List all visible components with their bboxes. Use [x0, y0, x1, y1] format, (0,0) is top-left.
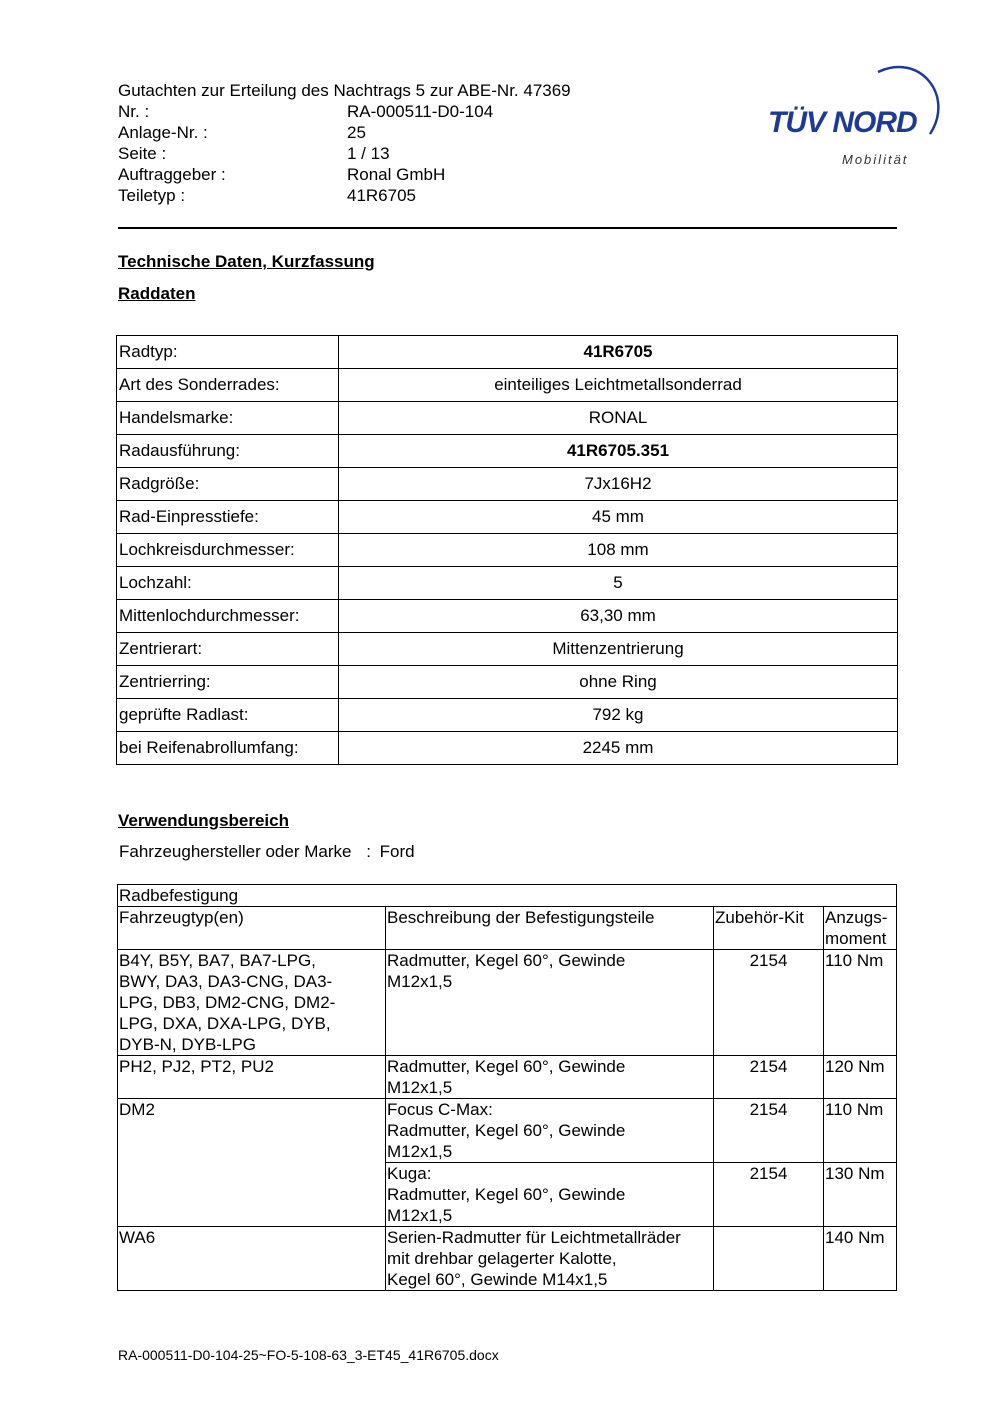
desc-line: M12x1,5 [387, 1206, 453, 1225]
header-row-seite [118, 143, 738, 164]
row-label: Radtyp: [117, 336, 339, 369]
manufacturer-value: Ford [379, 842, 415, 861]
table-row [117, 600, 898, 633]
desc-line: M12x1,5 [387, 1078, 453, 1097]
types-line: PH2, PJ2, PT2, PU2 [119, 1057, 274, 1076]
header-label: Seite : [118, 144, 167, 163]
row-label: Radausführung: [117, 435, 339, 468]
row-value: 41R6705 [339, 336, 898, 369]
logo-wordmark: TÜV NORD [768, 106, 917, 139]
header-row-auftraggeber [118, 164, 738, 185]
row-label: Handelsmarke: [117, 402, 339, 435]
table-row [118, 1227, 897, 1291]
table-row [118, 950, 897, 1056]
row-value: Mittenzentrierung [339, 633, 898, 666]
table-row [117, 402, 898, 435]
types-line: WA6 [119, 1228, 156, 1247]
tuv-nord-logo [760, 56, 950, 171]
description-cell [386, 1163, 714, 1227]
torque-cell: 110 Nm [824, 1099, 897, 1163]
types-line: LPG, DXA, DXA-LPG, DYB, [119, 1014, 331, 1033]
row-label: Zentrierring: [117, 666, 339, 699]
header-label: Anlage-Nr. : [118, 123, 208, 142]
radbefestigung-table [117, 884, 897, 1291]
row-label: Zentrierart: [117, 633, 339, 666]
kit-cell: 2154 [714, 950, 824, 1056]
desc-line: M12x1,5 [387, 1142, 453, 1161]
row-value: 792 kg [339, 699, 898, 732]
row-value: 5 [339, 567, 898, 600]
table-row [117, 534, 898, 567]
description-cell [386, 1227, 714, 1291]
table-row [118, 885, 897, 907]
row-value: einteiliges Leichtmetallsonderrad [339, 369, 898, 402]
kit-cell: 2154 [714, 1163, 824, 1227]
vehicle-types-cell [118, 1227, 386, 1291]
table-row [117, 567, 898, 600]
row-value: 108 mm [339, 534, 898, 567]
row-label: Lochzahl: [117, 567, 339, 600]
table-row [118, 1056, 897, 1099]
row-label: Lochkreisdurchmesser: [117, 534, 339, 567]
types-line: B4Y, B5Y, BA7, BA7-LPG, [119, 951, 316, 970]
vehicle-types-cell [118, 1099, 386, 1227]
vehicle-types-cell [118, 950, 386, 1056]
header-row-anlage [118, 122, 738, 143]
desc-line: Focus C-Max: [387, 1100, 493, 1119]
description-cell [386, 1099, 714, 1163]
table-row [117, 666, 898, 699]
row-value: ohne Ring [339, 666, 898, 699]
vehicle-types-cell [118, 1056, 386, 1099]
header-torque [824, 907, 897, 950]
section-title-technical: Technische Daten, Kurzfassung [118, 252, 375, 271]
desc-line: Kuga: [387, 1164, 432, 1183]
table-row [117, 501, 898, 534]
header-value: Ronal GmbH [347, 165, 446, 184]
header-label: Auftraggeber : [118, 165, 226, 184]
header-types: Fahrzeugtyp(en) [118, 907, 386, 950]
header-torque-line: moment [825, 929, 887, 948]
table-row [117, 468, 898, 501]
row-value: 41R6705.351 [339, 435, 898, 468]
row-label: Art des Sonderrades: [117, 369, 339, 402]
row-label: Radgröße: [117, 468, 339, 501]
desc-line: Kegel 60°, Gewinde M14x1,5 [387, 1270, 608, 1289]
section-title-usage: Verwendungsbereich [118, 811, 289, 830]
kit-cell: 2154 [714, 1056, 824, 1099]
desc-line: mit drehbar gelagerter Kalotte, [387, 1249, 617, 1268]
header-torque-line: Anzugs- [825, 908, 888, 927]
row-value: 7Jx16H2 [339, 468, 898, 501]
header-value: 25 [347, 123, 366, 142]
table-row [117, 369, 898, 402]
desc-line: Serien-Radmutter für Leichtmetallräder [387, 1228, 681, 1247]
table-row [117, 435, 898, 468]
header-value: 1 / 13 [347, 144, 390, 163]
desc-line: Radmutter, Kegel 60°, Gewinde [387, 1057, 626, 1076]
table-row [117, 633, 898, 666]
row-value: 2245 mm [339, 732, 898, 765]
row-value: 45 mm [339, 501, 898, 534]
kit-cell [714, 1227, 824, 1291]
types-line: DM2 [119, 1100, 155, 1119]
torque-cell: 120 Nm [824, 1056, 897, 1099]
row-value: RONAL [339, 402, 898, 435]
header-label: Nr. : [118, 102, 150, 121]
header-row-nr [118, 101, 738, 122]
row-label: geprüfte Radlast: [117, 699, 339, 732]
description-cell [386, 1056, 714, 1099]
logo-subtitle: Mobilität [842, 152, 909, 167]
types-line: BWY, DA3, DA3-CNG, DA3- [119, 972, 333, 991]
row-value: 63,30 mm [339, 600, 898, 633]
header-value: 41R6705 [347, 186, 417, 205]
torque-cell: 110 Nm [824, 950, 897, 1056]
row-label: Rad-Einpresstiefe: [117, 501, 339, 534]
table-row [117, 732, 898, 765]
desc-line: Radmutter, Kegel 60°, Gewinde [387, 1185, 626, 1204]
table-row [118, 1099, 897, 1163]
table-header-row [118, 907, 897, 950]
torque-cell: 140 Nm [824, 1227, 897, 1291]
torque-cell: 130 Nm [824, 1163, 897, 1227]
header-desc: Beschreibung der Befestigungsteile [386, 907, 714, 950]
header-row-teiletyp [118, 185, 738, 206]
types-line: LPG, DB3, DM2-CNG, DM2- [119, 993, 336, 1012]
table-title: Radbefestigung [118, 885, 897, 907]
desc-line: Radmutter, Kegel 60°, Gewinde [387, 951, 626, 970]
row-label: bei Reifenabrollumfang: [117, 732, 339, 765]
footer-filename: RA-000511-D0-104-25~FO-5-108-63_3-ET45_41R6705.docx [118, 1347, 499, 1363]
document-header [118, 80, 738, 206]
header-label: Teiletyp : [118, 186, 186, 205]
table-row [117, 699, 898, 732]
types-line: DYB-N, DYB-LPG [119, 1035, 256, 1054]
header-divider [118, 227, 897, 229]
row-label: Mittenlochdurchmesser: [117, 600, 339, 633]
manufacturer-label: Fahrzeughersteller oder Marke [119, 842, 352, 861]
section-title-raddaten: Raddaten [118, 284, 196, 303]
raddaten-table [116, 335, 898, 765]
desc-line: M12x1,5 [387, 972, 453, 991]
manufacturer-line [119, 842, 415, 862]
header-kit: Zubehör-Kit [714, 907, 824, 950]
table-row [117, 336, 898, 369]
desc-line: Radmutter, Kegel 60°, Gewinde [387, 1121, 626, 1140]
document-title: Gutachten zur Erteilung des Nachtrags 5 zur ABE-Nr. 47369 [118, 81, 571, 100]
manufacturer-separator: : [366, 842, 371, 861]
header-value: RA-000511-D0-104 [347, 102, 494, 121]
description-cell [386, 950, 714, 1056]
kit-cell: 2154 [714, 1099, 824, 1163]
